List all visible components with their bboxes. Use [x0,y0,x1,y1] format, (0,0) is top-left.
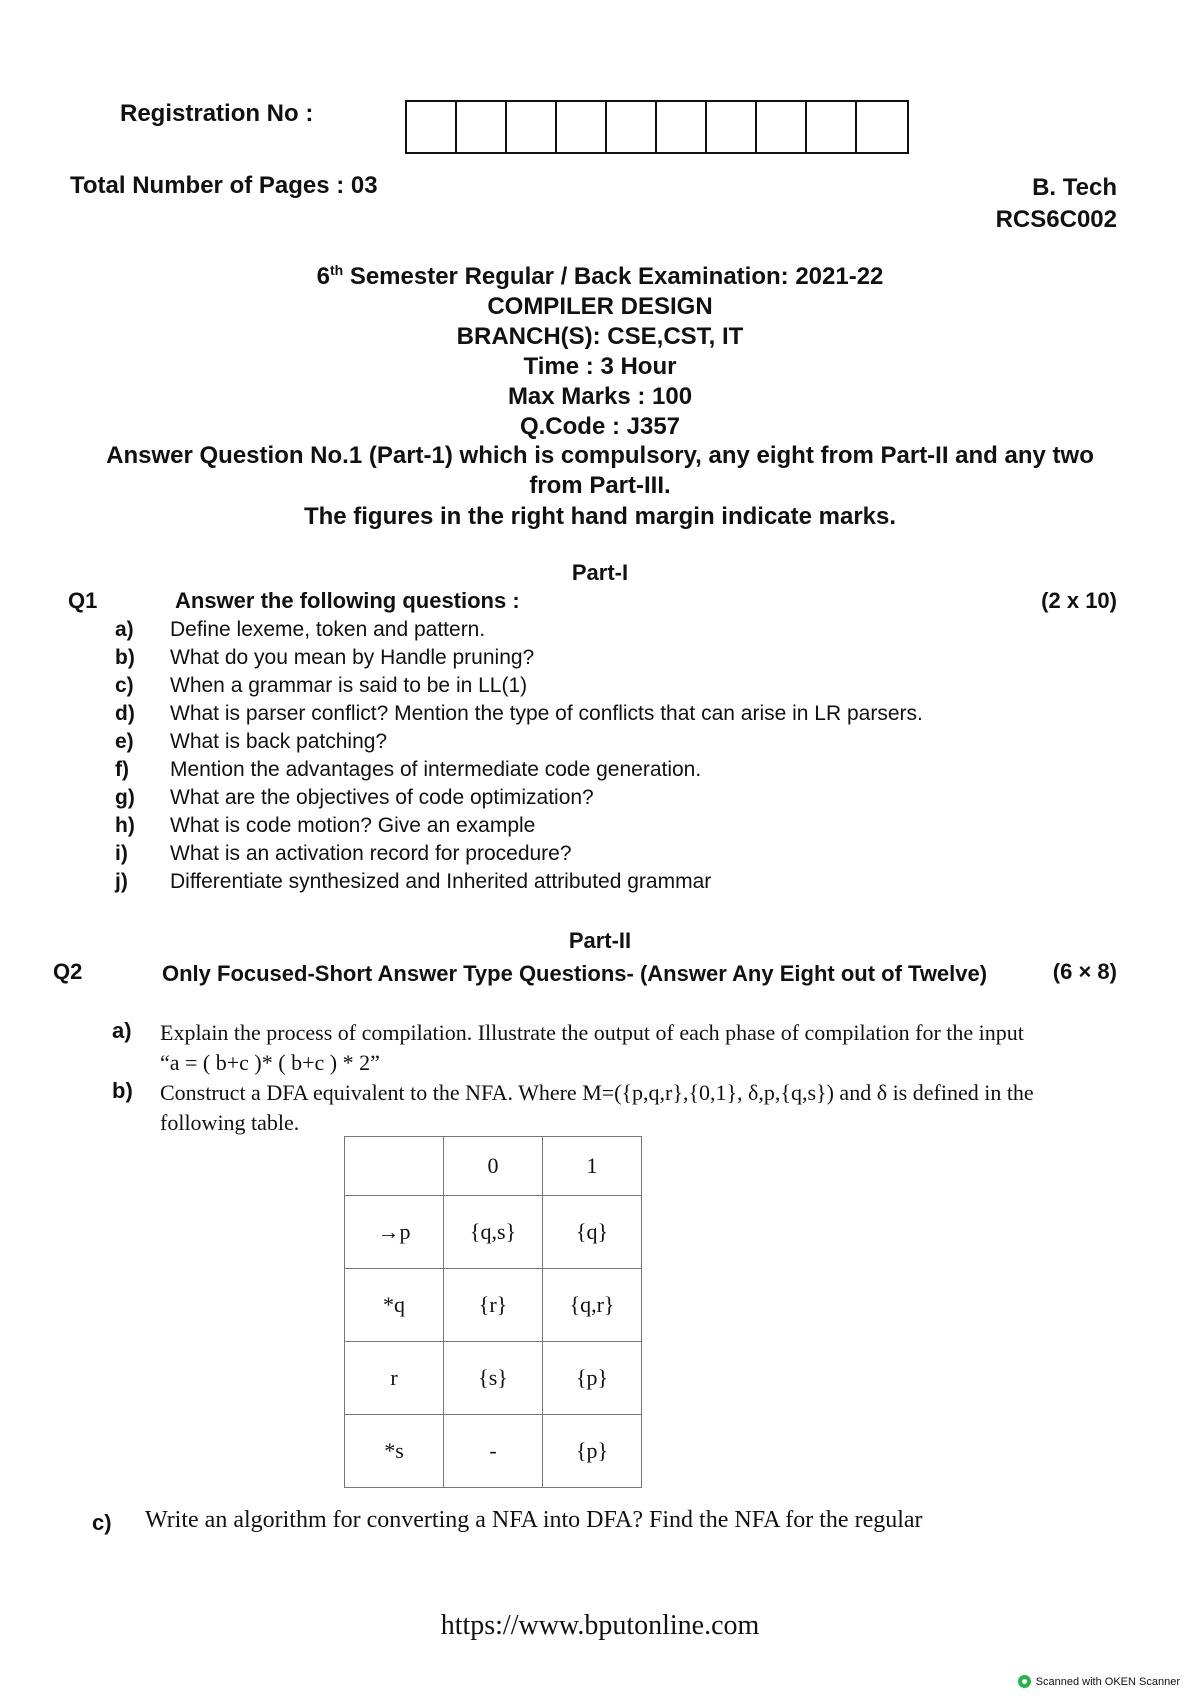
instruction-line-1: Answer Question No.1 (Part-1) which is compulsory, any eight from Part-II and any two [106,442,1094,469]
part2-title: Part-II [568,928,632,953]
reg-box [857,102,907,152]
degree-name: B. Tech [1032,174,1117,201]
q2-number: Q2 [53,959,83,984]
table-cell: {q} [543,1196,642,1269]
q1-item-label: h) [115,814,135,837]
table-cell: {q,r} [543,1269,642,1342]
q1-item [115,840,923,868]
semester-line [0,262,1200,291]
reg-box [557,102,607,152]
q1-number: Q1 [68,588,98,613]
table-header-cell [345,1137,444,1196]
q1-item-text: What are the objectives of code optimization? [170,786,594,809]
nfa-transition-table [344,1136,642,1488]
time-line: Time : 3 Hour [523,353,677,380]
q1-item [115,784,923,812]
reg-box [407,102,457,152]
q1-item [115,616,923,644]
instruction-line-2: from Part-III. [529,472,671,499]
reg-box [457,102,507,152]
q1-item-text: Mention the advantages of intermediate code generation. [170,758,702,781]
table-cell: {r} [444,1269,543,1342]
q1-item-label: i) [115,842,128,865]
q1-item-label: b) [115,646,135,669]
table-cell: r [345,1342,444,1415]
table-cell: {p} [543,1342,642,1415]
q2a-text: Explain the process of compilation. Illustrate the output of each phase of compilation for the input “a = ( b+c )* ( b+c ) * 2” [160,1020,1024,1075]
q2c-label: c) [92,1510,112,1535]
q2b-label: b) [112,1078,133,1103]
table-row [345,1342,642,1415]
table-header-cell: 1 [543,1137,642,1196]
scanner-watermark [1018,1675,1180,1688]
q2c-text: Write an algorithm for converting a NFA into DFA? Find the NFA for the regular [145,1507,923,1533]
reg-box [807,102,857,152]
registration-label: Registration No : [120,100,314,127]
semester-text: Semester Regular / Back Examination: 2021-22 [343,263,884,290]
scanner-text: Scanned with OKEN Scanner [1035,1675,1180,1688]
q1-item [115,868,923,896]
q1-marks: (2 x 10) [1041,588,1117,613]
registration-number-boxes [405,100,909,154]
q1-item [115,756,923,784]
reg-box [707,102,757,152]
q1-item-label: f) [115,758,129,781]
table-header-cell: 0 [444,1137,543,1196]
q1-item-label: c) [115,674,134,697]
table-cell: *s [345,1415,444,1488]
q1-item-label: g) [115,786,135,809]
q1-item-text: What do you mean by Handle pruning? [170,646,535,669]
semester-suffix: th [329,262,344,278]
table-cell: {s} [444,1342,543,1415]
reg-box [507,102,557,152]
q1-item-text: What is an activation record for procedure? [170,842,572,865]
footer-url[interactable]: https://www.bputonline.com [440,1610,760,1641]
q2-heading: Only Focused-Short Answer Type Questions- (Answer Any Eight out of Twelve) [162,961,988,986]
q1-item [115,812,923,840]
scanner-logo-icon [1018,1675,1031,1688]
table-cell: {p} [543,1415,642,1488]
semester-number: 6 [316,263,330,290]
q1-list [115,616,923,896]
reg-box [657,102,707,152]
branch-line: BRANCH(S): CSE,CST, IT [456,323,744,350]
subject-title: COMPILER DESIGN [487,293,713,320]
max-marks-line: Max Marks : 100 [507,383,693,410]
table-cell: →p [345,1196,444,1269]
q1-item-text: What is code motion? Give an example [170,814,536,837]
reg-box [757,102,807,152]
q1-item-text: Differentiate synthesized and Inherited attributed grammar [170,870,712,893]
table-row [345,1415,642,1488]
table-header-row [345,1137,642,1196]
q1-item [115,700,923,728]
q1-item [115,644,923,672]
q1-item-text: What is back patching? [170,730,388,753]
part1-title: Part-I [571,560,629,585]
table-row [345,1269,642,1342]
q2-marks: (6 × 8) [1052,959,1117,984]
total-pages: Total Number of Pages : 03 [70,172,378,199]
qcode-line: Q.Code : J357 [519,413,681,440]
q1-item-label: a) [115,618,134,641]
degree-block [996,172,1117,236]
q1-item-text: When a grammar is said to be in LL(1) [170,674,528,697]
course-code: RCS6C002 [995,206,1117,233]
reg-box [607,102,657,152]
table-cell: {q,s} [444,1196,543,1269]
q2b-text: Construct a DFA equivalent to the NFA. Where M=({p,q,r},{0,1}, δ,p,{q,s}) and δ is defined in the following table. [160,1080,1034,1135]
instruction-line-3: The figures in the right hand margin indicate marks. [303,503,897,530]
q2a-label: a) [112,1018,132,1043]
q1-item [115,672,923,700]
q1-item [115,728,923,756]
q1-item-text: What is parser conflict? Mention the type of conflicts that can arise in LR parsers. [170,702,923,725]
table-cell: - [444,1415,543,1488]
table-row [345,1196,642,1269]
q1-heading: Answer the following questions : [175,588,520,613]
q1-item-label: e) [115,730,134,753]
q1-item-text: Define lexeme, token and pattern. [170,618,486,641]
q1-item-label: j) [115,870,128,893]
q1-item-label: d) [115,702,135,725]
table-cell: *q [345,1269,444,1342]
